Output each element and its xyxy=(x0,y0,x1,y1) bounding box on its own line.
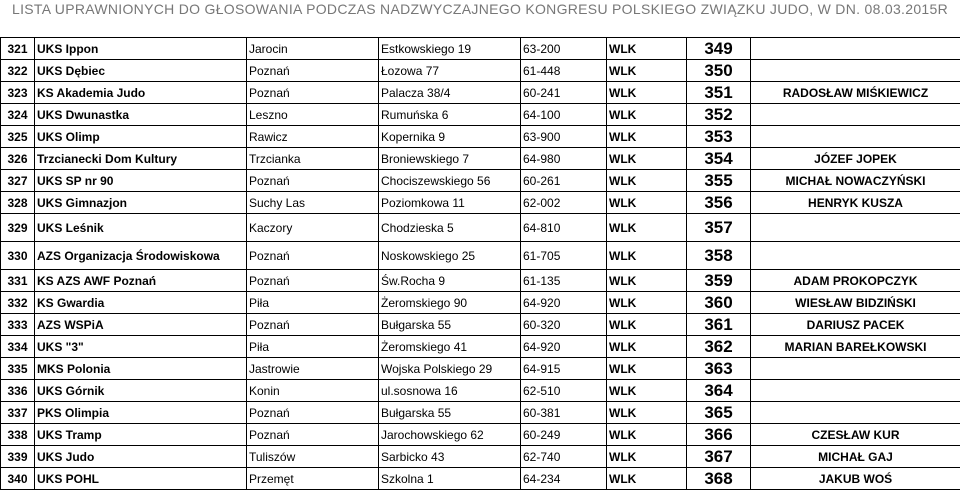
table-row xyxy=(1,358,960,380)
club-name: UKS Dębiec xyxy=(35,60,247,82)
voter-number: 368 xyxy=(687,468,751,490)
club-city: Piła xyxy=(247,292,379,314)
voter-number: 361 xyxy=(687,314,751,336)
row-number: 325 xyxy=(1,126,35,148)
club-postcode: 62-002 xyxy=(521,192,607,214)
delegate-name: MICHAŁ GAJ xyxy=(751,446,960,468)
club-name: UKS Ippon xyxy=(35,38,247,60)
row-number: 337 xyxy=(1,402,35,424)
delegate-name: ADAM PROKOPCZYK xyxy=(751,270,960,292)
voter-number: 358 xyxy=(687,242,751,270)
club-name: UKS Górnik xyxy=(35,380,247,402)
delegate-name xyxy=(751,214,960,242)
table-row xyxy=(1,82,960,104)
club-postcode: 63-200 xyxy=(521,38,607,60)
club-street: Chodzieska 5 xyxy=(379,214,521,242)
voivodeship: WLK xyxy=(607,242,687,270)
table-row xyxy=(1,104,960,126)
row-number: 339 xyxy=(1,446,35,468)
row-number: 323 xyxy=(1,82,35,104)
club-city: Przemęt xyxy=(247,468,379,490)
club-city: Rawicz xyxy=(247,126,379,148)
voter-number: 359 xyxy=(687,270,751,292)
club-street: Jarochowskiego 62 xyxy=(379,424,521,446)
delegate-name xyxy=(751,104,960,126)
club-name: KS AZS AWF Poznań xyxy=(35,270,247,292)
club-city: Konin xyxy=(247,380,379,402)
club-postcode: 60-261 xyxy=(521,170,607,192)
row-number: 324 xyxy=(1,104,35,126)
voter-number: 366 xyxy=(687,424,751,446)
row-number: 329 xyxy=(1,214,35,242)
table-row xyxy=(1,192,960,214)
voivodeship: WLK xyxy=(607,292,687,314)
table-row xyxy=(1,126,960,148)
voter-number: 356 xyxy=(687,192,751,214)
club-street: Bułgarska 55 xyxy=(379,314,521,336)
club-street: Wojska Polskiego 29 xyxy=(379,358,521,380)
table-row xyxy=(1,270,960,292)
club-postcode: 60-381 xyxy=(521,402,607,424)
voter-number: 349 xyxy=(687,38,751,60)
club-street: Poziomkowa 11 xyxy=(379,192,521,214)
row-number: 328 xyxy=(1,192,35,214)
voivodeship: WLK xyxy=(607,468,687,490)
voivodeship: WLK xyxy=(607,104,687,126)
club-city: Poznań xyxy=(247,314,379,336)
club-name: UKS Gimnazjon xyxy=(35,192,247,214)
row-number: 336 xyxy=(1,380,35,402)
voivodeship: WLK xyxy=(607,126,687,148)
club-postcode: 61-705 xyxy=(521,242,607,270)
club-street: Żeromskiego 41 xyxy=(379,336,521,358)
club-city: Poznań xyxy=(247,270,379,292)
table-row xyxy=(1,446,960,468)
club-street: Rumuńska 6 xyxy=(379,104,521,126)
club-city: Poznań xyxy=(247,170,379,192)
table-row xyxy=(1,170,960,192)
voter-number: 365 xyxy=(687,402,751,424)
row-number: 321 xyxy=(1,38,35,60)
club-city: Poznań xyxy=(247,242,379,270)
club-postcode: 61-135 xyxy=(521,270,607,292)
voter-number: 354 xyxy=(687,148,751,170)
club-city: Kaczory xyxy=(247,214,379,242)
club-city: Jarocin xyxy=(247,38,379,60)
row-number: 333 xyxy=(1,314,35,336)
club-street: Broniewskiego 7 xyxy=(379,148,521,170)
club-postcode: 63-900 xyxy=(521,126,607,148)
table-row xyxy=(1,314,960,336)
club-name: UKS Olimp xyxy=(35,126,247,148)
club-street: Szkolna 1 xyxy=(379,468,521,490)
delegate-name xyxy=(751,38,960,60)
delegate-name: JÓZEF JOPEK xyxy=(751,148,960,170)
voivodeship: WLK xyxy=(607,82,687,104)
table-row xyxy=(1,424,960,446)
voivodeship: WLK xyxy=(607,270,687,292)
club-name: UKS POHL xyxy=(35,468,247,490)
club-postcode: 64-920 xyxy=(521,292,607,314)
club-name: UKS "3" xyxy=(35,336,247,358)
delegate-name xyxy=(751,126,960,148)
club-name: UKS Tramp xyxy=(35,424,247,446)
voter-number: 362 xyxy=(687,336,751,358)
club-name: UKS Leśnik xyxy=(35,214,247,242)
voivodeship: WLK xyxy=(607,214,687,242)
club-city: Trzcianka xyxy=(247,148,379,170)
club-street: Kopernika 9 xyxy=(379,126,521,148)
delegate-name: DARIUSZ PACEK xyxy=(751,314,960,336)
voter-number: 355 xyxy=(687,170,751,192)
club-street: Noskowskiego 25 xyxy=(379,242,521,270)
delegate-name xyxy=(751,60,960,82)
club-city: Piła xyxy=(247,336,379,358)
delegate-name: MICHAŁ NOWACZYŃSKI xyxy=(751,170,960,192)
delegate-name xyxy=(751,242,960,270)
voter-number: 351 xyxy=(687,82,751,104)
club-postcode: 61-448 xyxy=(521,60,607,82)
row-number: 331 xyxy=(1,270,35,292)
delegate-name: MARIAN BAREŁKOWSKI xyxy=(751,336,960,358)
row-number: 326 xyxy=(1,148,35,170)
club-name: MKS Polonia xyxy=(35,358,247,380)
club-postcode: 64-980 xyxy=(521,148,607,170)
voivodeship: WLK xyxy=(607,170,687,192)
club-postcode: 64-915 xyxy=(521,358,607,380)
delegate-name xyxy=(751,402,960,424)
club-city: Poznań xyxy=(247,424,379,446)
voter-list-table xyxy=(0,37,960,490)
voivodeship: WLK xyxy=(607,336,687,358)
row-number: 332 xyxy=(1,292,35,314)
voter-number: 357 xyxy=(687,214,751,242)
voivodeship: WLK xyxy=(607,446,687,468)
club-city: Jastrowie xyxy=(247,358,379,380)
club-city: Poznań xyxy=(247,82,379,104)
table-row xyxy=(1,148,960,170)
delegate-name xyxy=(751,380,960,402)
club-street: Łozowa 77 xyxy=(379,60,521,82)
delegate-name: RADOSŁAW MIŚKIEWICZ xyxy=(751,82,960,104)
document-title: LISTA UPRAWNIONYCH DO GŁOSOWANIA PODCZAS NADZWYCZAJNEGO KONGRESU POLSKIEGO ZWIĄZKU JUDO, W DN. 08.03.2015R xyxy=(12,1,948,17)
voivodeship: WLK xyxy=(607,380,687,402)
club-name: KS Gwardia xyxy=(35,292,247,314)
club-postcode: 60-320 xyxy=(521,314,607,336)
voter-number: 367 xyxy=(687,446,751,468)
club-street: Chociszewskiego 56 xyxy=(379,170,521,192)
voivodeship: WLK xyxy=(607,60,687,82)
club-name: KS Akademia Judo xyxy=(35,82,247,104)
table-row xyxy=(1,214,960,242)
table-row xyxy=(1,60,960,82)
club-name: UKS SP nr 90 xyxy=(35,170,247,192)
club-street: Estkowskiego 19 xyxy=(379,38,521,60)
row-number: 340 xyxy=(1,468,35,490)
delegate-name: JAKUB WOŚ xyxy=(751,468,960,490)
club-postcode: 62-740 xyxy=(521,446,607,468)
table-row xyxy=(1,242,960,270)
voivodeship: WLK xyxy=(607,192,687,214)
table-row xyxy=(1,380,960,402)
voter-number: 353 xyxy=(687,126,751,148)
club-street: Żeromskiego 90 xyxy=(379,292,521,314)
club-postcode: 60-241 xyxy=(521,82,607,104)
club-postcode: 64-100 xyxy=(521,104,607,126)
club-name: UKS Dwunastka xyxy=(35,104,247,126)
delegate-name: CZESŁAW KUR xyxy=(751,424,960,446)
row-number: 334 xyxy=(1,336,35,358)
voivodeship: WLK xyxy=(607,424,687,446)
club-street: Palacza 38/4 xyxy=(379,82,521,104)
row-number: 330 xyxy=(1,242,35,270)
club-city: Poznań xyxy=(247,402,379,424)
voter-number: 360 xyxy=(687,292,751,314)
club-street: Sarbicko 43 xyxy=(379,446,521,468)
voter-number: 364 xyxy=(687,380,751,402)
club-street: Bułgarska 55 xyxy=(379,402,521,424)
club-city: Suchy Las xyxy=(247,192,379,214)
voter-number: 352 xyxy=(687,104,751,126)
club-postcode: 64-920 xyxy=(521,336,607,358)
voivodeship: WLK xyxy=(607,314,687,336)
delegate-name xyxy=(751,358,960,380)
row-number: 327 xyxy=(1,170,35,192)
table-row xyxy=(1,292,960,314)
club-name: Trzcianecki Dom Kultury xyxy=(35,148,247,170)
club-city: Tuliszów xyxy=(247,446,379,468)
row-number: 335 xyxy=(1,358,35,380)
table-row xyxy=(1,336,960,358)
club-name: AZS WSPiA xyxy=(35,314,247,336)
table-row xyxy=(1,38,960,60)
row-number: 322 xyxy=(1,60,35,82)
club-street: Św.Rocha 9 xyxy=(379,270,521,292)
voter-number: 350 xyxy=(687,60,751,82)
delegate-name: HENRYK KUSZA xyxy=(751,192,960,214)
club-city: Poznań xyxy=(247,60,379,82)
voivodeship: WLK xyxy=(607,402,687,424)
club-name: AZS Organizacja Środowiskowa xyxy=(35,242,247,270)
table-row xyxy=(1,468,960,490)
table-row xyxy=(1,402,960,424)
voter-number: 363 xyxy=(687,358,751,380)
club-street: ul.sosnowa 16 xyxy=(379,380,521,402)
voivodeship: WLK xyxy=(607,358,687,380)
voivodeship: WLK xyxy=(607,148,687,170)
club-postcode: 64-234 xyxy=(521,468,607,490)
voivodeship: WLK xyxy=(607,38,687,60)
club-name: UKS Judo xyxy=(35,446,247,468)
row-number: 338 xyxy=(1,424,35,446)
club-postcode: 64-810 xyxy=(521,214,607,242)
club-postcode: 60-249 xyxy=(521,424,607,446)
club-city: Leszno xyxy=(247,104,379,126)
delegate-name: WIESŁAW BIDZIŃSKI xyxy=(751,292,960,314)
club-name: PKS Olimpia xyxy=(35,402,247,424)
club-postcode: 62-510 xyxy=(521,380,607,402)
